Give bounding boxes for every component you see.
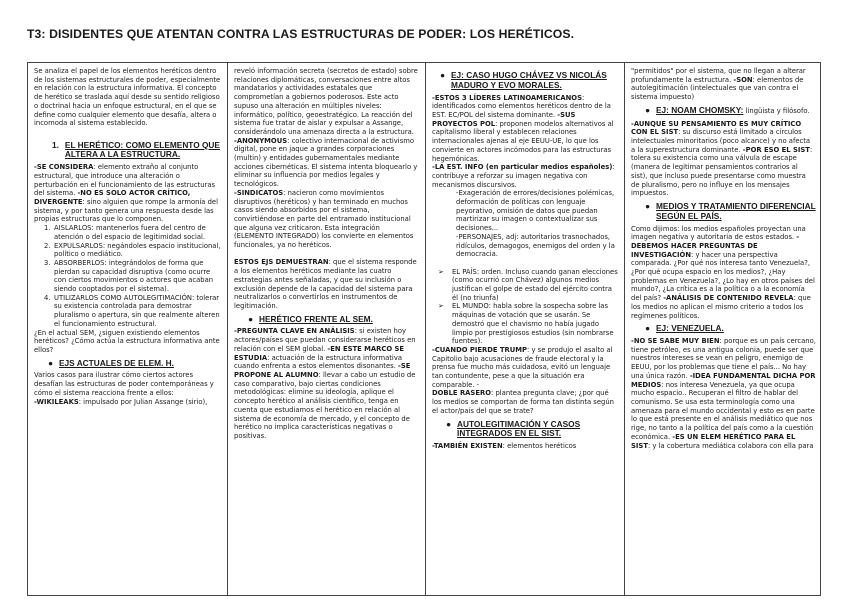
paragraph: -ESTOS 3 LÍDERES LATINOAMERICANOS: identificados como elementos heréticos dentro de la EST. EC/POL del sistema dominante. -SUS PROYECTOS POL: proponen modelos alternativos al capitalismo liberal y establecen relaciones internacionales ajenas al eje EEUU-UE, lo que los convierte en actores incómodos para las estructuras hegemónicas. [432,93,614,163]
column-1 [28,63,227,595]
heading-venezuela: ● EJ: VENEZUELA. [631,324,816,334]
bullet-icon: ● [446,418,452,429]
arrow-icon: ➢ [438,267,444,276]
paragraph: -PREGUNTA CLAVE EN ANÁLISIS: si existen hoy actores/países que puedan considerarse heréticos en relación con el SEM global. -EN ESTE MARCO SE ESTUDIA: actuación de la estructura informativa cuando enfrenta a estos elementos disonantes. -SE PROPONE AL ALUMNO: llevar a cabo un estudio de caso comparativo, bajo ciertas condiciones metodológicas: elimine su ideología, aplique el concepto herético al análisis científico, tenga en cuenta que estudiamos el herético en relación al sistema de economía de mercado, y el concepto de herético no implica características negativas o positivas. [234,327,416,440]
arrow-item: ➢ EL PAÍS: orden. Incluso cuando ganan elecciones (como ocurrió con Chávez) algunos medios justifican el golpe de estado del ejército contra él (no triunfa) [432,268,620,303]
paragraph: -CUANDO PIERDE TRUMP: y se produjo el asalto al Capitolio bajo acusaciones de fraude electoral y la prensa fue mucho más cuidadosa, evitó un lenguaje tan contundente, pese a que la situación era comparable. - [432,345,613,389]
paragraph: -AUNQUE SU PENSAMIENTO ES MUY CRÍTICO CON EL SIST: su discurso está limitado a círculos intelectuales minoritarios (poco alcance) y no afecta a la superestructura dominante. -POR ESO EL SIST: tolera su existencia como una válvula de escape (manera de legitimar pensamientos contrarios al sist), que incluso puede presentarse como muestra de pluralismo, pero no influye en los mensajes impuestos. [631,119,813,198]
bullet-icon: ● [645,200,651,211]
heading-chomsky: ● EJ: NOAM CHOMSKY: lingüista y filósofo. [631,106,816,117]
list-item: 2. EXPULSARLOS: negándoles espacio institucional, político o mediático. [44,241,221,259]
list-item: 1. AISLARLOS: mantenerlos fuera del centro de atención o del espacio de legitimidad social. [44,224,206,241]
column-2 [227,63,425,595]
notes-table [27,62,821,596]
heading-caso-chavez: ● EJ: CASO HUGO CHÁVEZ VS NICOLÁS MADURO Y EVO MORALES. [432,71,620,91]
paragraph: -ANONYMOUS: colectivo internacional de activismo digital, pone en jaque a grandes corporaciones (multin) y entidades gubernamentales mediante acciones cibernéticas. El sistema intenta bloquearlo y eliminar su influencia por medios legales y tecnológicos. [234,136,418,189]
column-3 [425,63,624,595]
paragraph: "permitidos" por el sistema, que no llegan a alterar profundamente la estructura. -SON: elementos de autolegitimación (intelectuales que van contra el sistema impuesto) [631,67,806,102]
intro-paragraph: Se analiza el papel de los elementos heréticos dentro de los sistemas estructurales de poder, especialmente en relación con la estructura informativa. El concepto de herético se traslada aquí desde su sentido religioso o doctrinal hacia un enfoque estructural, en el que se define como cualquier elemento que desafía, altera o incomoda al sistema establecido. [34,67,221,128]
paragraph: -WIKILEAKS: impulsado por Julian Assange (sirio), [34,397,208,406]
heading-medios: ● MEDIOS Y TRATAMIENTO DIFERENCIAL SEGÚN EL PAÍS. [631,202,816,222]
paragraph: -TAMBIÉN EXISTEN: elementos heréticos [432,442,577,451]
list-item: 4. UTILIZARLOS COMO AUTOLEGITIMACIÓN: tolerar su existencia controlada para demostrar pluralismo o apertura, sin que realmente alteren el funcionamiento estructural. [44,293,220,328]
bullet-icon: ● [645,323,651,334]
paragraph: ESTOS EJS DEMUESTRAN: que el sistema responde a los elementos heréticos mediante las cuatro estrategias antes señaladas, y que su inclusión o exclusión depende de la capacidad del sistema para neutralizarlos o convertirlos en instrumentos de legitimación. [234,258,417,310]
bullet-icon: ● [248,313,254,324]
column-4 [624,63,820,595]
bullet-icon: ● [48,357,54,368]
arrow-icon: ➢ [438,302,444,311]
paragraph: -SE CONSIDERA: elemento extraño al conjunto estructural, que introduce una alteración o perturbación en el funcionamiento de las estructuras del sistema. -NO ES SOLO ACTOR CRÍTICO, DIVERGENTE: sino alguien que rompe la armonía del sistema, y por tanto genera una respuesta desde las propias estructuras que lo componen. [34,163,219,224]
heading-heretico-sem: ● HERÉTICO FRENTE AL SEM. [234,315,421,325]
heading-ejs-actuales: ● EJS ACTUALES DE ELEM. H. [34,359,223,369]
paragraph: Como dijimos: los medios españoles proyectan una imagen negativa y autoritaria de estos estados. -DEBEMOS HACER PREGUNTAS DE INVESTIGACIÓN: y hacer una perspectiva comparada. ¿Por qué nos interesa tanto Venezuela?, ¿Por qué ocupa espacio en los medios?, ¿Hay problemas en Venezuela?, ¿Lo hay en otros países del mundo?, ¿La crítica es a la política o a la economía del país? -ANÁLISIS DE CONTENIDO REVELA: que los medios no aplican el mismo criterio a todos los regímenes políticos. [631,224,815,320]
bullet-icon: ● [440,70,446,80]
paragraph: DOBLE RASERO: plantea pregunta clave; ¿por qué los medios se comportan de forma tan distinta según el actor/país del que se trate? [432,389,614,415]
paragraph: Varios casos para ilustrar cómo ciertos actores desafían las estructuras de poder contemporáneas y cómo el sistema reacciona frente a ellos: [34,371,214,397]
bullet-icon: ● [645,104,651,115]
page-title: T3: DISIDENTES QUE ATENTAN CONTRA LAS ESTRUCTURAS DE PODER: LOS HERÉTICOS. [27,27,575,41]
heading-number: 1. [52,139,59,150]
question: ¿En el actual SEM, ¿siguen existiendo elementos heréticos? ¿Cómo actúa la estructura informativa ante ellos? [34,328,220,354]
paragraph: -SINDICATOS: nacieron como movimientos disruptivos (heréticos) y han terminado en muchos casos siendo absorbidos por el sistema, convirtiéndose en parte del entramado institucional que alguna vez criticaron. Esta integración (ELEMENTO INTEGRADO) los convierte en elementos funcionales, ya no heréticos. [234,188,414,250]
paragraph: -LA EST. INFO (en particular medios españoles): contribuye a reforzar su imagen negativa con mecanismos discursivos. [432,163,615,189]
paragraph: reveló información secreta (secretos de estado) sobre relaciones diplomáticas, conversaciones entre altos mandatarios y actividades estatales que comprometían a gobiernos poderosos. Este acto supuso una alteración en múltiples niveles: informático, político, geoestratégico. La reacción del sistema fue tratar de aislar y expulsar a Assange, considerándolo una amenaza directa a la estructura. [234,67,418,136]
arrow-item: ➢ EL MUNDO: habla sobre la sospecha sobre las máquinas de votación que se usarán. Se demostró que el chavismo no había jugado limpio por prestigiosos estudios (sin nombrarse fuentes). [432,302,620,346]
heading-heretico: 1. EL HERÉTICO: COMO ELEMENTO QUE ALTERA A LA ESTRUCTURA. [34,141,223,161]
dash-item: -Exageración de errores/decisiones polémicas, deformación de políticas con lenguaje peyorativo, omisión de datos que puedan martirizar su imagen o contextualizar sus decisiones... [456,189,615,233]
paragraph: -NO SE SABE MUY BIEN: porque es un país cercano, tiene petróleo, es una antigua colonia, puede ser que nuestros intereses se vean en peligro, enemigo de EEUU, por los problemas que tiene el país... No hay una única razón. -IDEA FUNDAMENTAL DICHA POR MEDIOS: nos interesa Venezuela, ya que ocupa mucho espacio.. Recuperan el filtro de hablar del comunismo. Se usa esta terminología como una amenaza para el mundo occidental y esto es en parte lo que está presente en el análisis mediático que nos rige, no tanto a la política del país como a la cuestión económica. -ES UN ELEM HERÉTICO PARA EL SIST: y la cobertura mediática colabora con ella para [631,337,816,450]
heading-autolegitimacion: ● AUTOLEGITIMACIÓN Y CASOS INTEGRADOS EN EL SIST. [432,420,620,440]
list-item: 3. ABSORBERLOS: integrándolos de forma que pierdan su capacidad disruptiva (como ocurre con ciertos movimientos o actores que acaban siendo cooptados por el sistema). [44,258,214,294]
dash-item: -PERSONAJES, adj: autoritarios trasnochados, ridículos, demagogos, enemigos del orden y la democracia. [456,232,615,259]
